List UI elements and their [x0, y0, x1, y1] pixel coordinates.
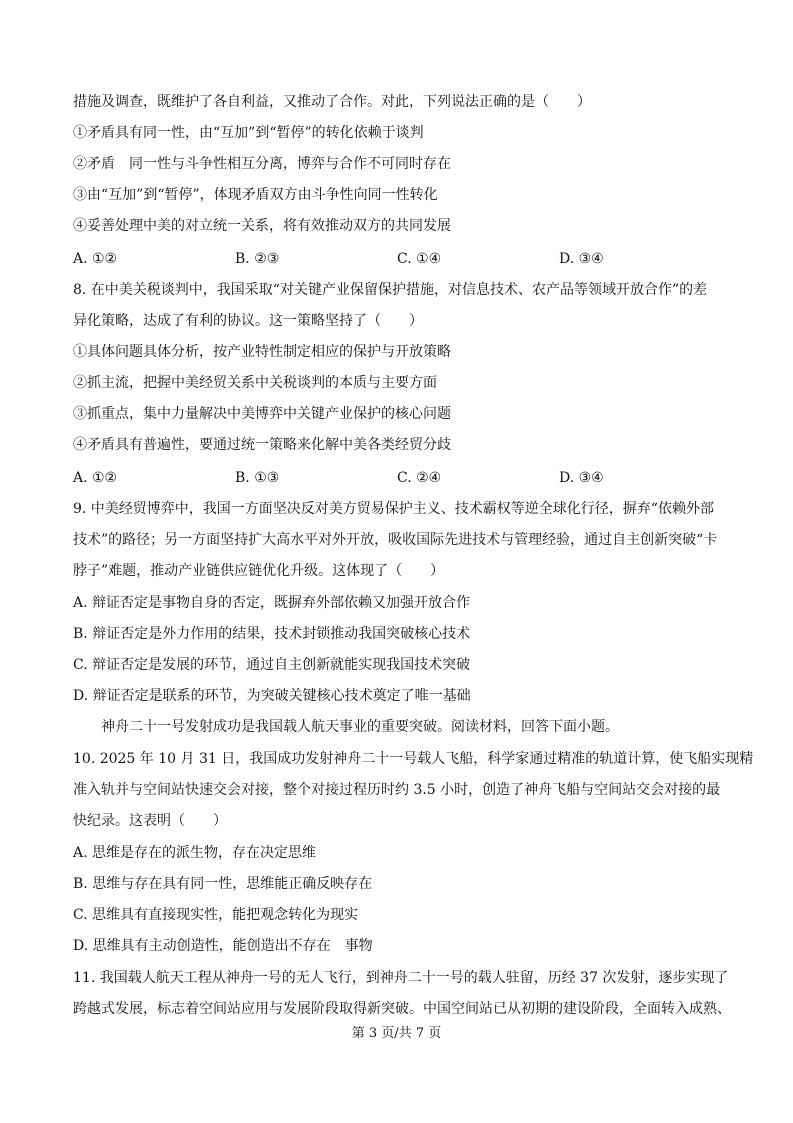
q9-stem-line-3: 脖子”难题，推动产业链供应链优化升级。这体现了（ ）: [73, 563, 445, 579]
q8-item-1: ①具体问题具体分析，按产业特性制定相应的保护与开放策略: [73, 344, 451, 360]
q7-option-d: D. ③④: [559, 251, 604, 267]
q7-item-2: ②矛盾 同一性与斗争性相互分离，博弈与合作不可同时存在: [73, 156, 451, 172]
q7-stem-tail: 措施及调查，既维护了各自利益，又推动了合作。对此，下列说法正确的是（ ）: [73, 94, 591, 110]
q8-item-4: ④矛盾具有普遍性，要通过统一策略来化解中美各类经贸分歧: [73, 437, 451, 453]
q8-option-b: B. ①③: [235, 470, 280, 486]
q9-option-d: D. 辩证否定是联系的环节，为突破关键核心技术奠定了唯一基础: [73, 688, 471, 704]
q7-option-b: B. ②③: [235, 251, 280, 267]
q9-option-b: B. 辩证否定是外力作用的结果，技术封锁推动我国突破核心技术: [73, 626, 471, 642]
q7-item-4: ④妥善处理中美的对立统一关系，将有效推动双方的共同发展: [73, 218, 451, 234]
q8-option-a: A. ①②: [73, 470, 118, 486]
q11-stem-line-1: 11. 我国载人航天工程从神舟一号的无人飞行，到神舟二十一号的载人驻留，历经 37 次发射，逐步实现了: [73, 970, 729, 986]
q8-item-3: ③抓重点，集中力量解决中美博弈中关键产业保护的核心问题: [73, 406, 451, 422]
q8-stem-line-2: 异化策略，达成了有利的协议。这一策略坚持了（ ）: [73, 313, 423, 329]
q8-option-c: C. ②④: [397, 470, 442, 486]
q8-option-d: D. ③④: [559, 470, 604, 486]
q7-options: [73, 250, 723, 268]
q9-option-c: C. 辩证否定是发展的环节，通过自主创新就能实现我国技术突破: [73, 657, 471, 673]
q11-stem-line-2: 跨越式发展，标志着空间站应用与发展阶段取得新突破。中国空间站已从初期的建设阶段，全面转入成熟、: [73, 1001, 731, 1017]
q8-stem-line-1: 8. 在中美关税谈判中，我国采取“对关键产业保留保护措施，对信息技术、农产品等领域开放合作”的差: [73, 282, 708, 298]
q10-option-b: B. 思维与存在具有同一性，思维能正确反映存在: [73, 876, 373, 892]
q10-option-a: A. 思维是存在的派生物，存在决定思维: [73, 845, 317, 861]
q10-option-c: C. 思维具有直接现实性，能把观念转化为现实: [73, 907, 359, 923]
q7-option-c: C. ①④: [397, 251, 442, 267]
q8-options: [73, 469, 723, 487]
page-number-footer: 第 3 页/共 7 页: [351, 1026, 442, 1041]
q10-stem-line-2: 准入轨并与空间站快速交会对接，整个对接过程历时约 3.5 小时，创造了神舟飞船与空间站交会对接的最: [73, 782, 721, 798]
passage-intro: 神舟二十一号发射成功是我国载人航天事业的重要突破。阅读材料，回答下面小题。: [101, 719, 619, 735]
q7-item-1: ①矛盾具有同一性，由“互加”到“暂停”的转化依赖于谈判: [73, 125, 424, 141]
q8-item-2: ②抓主流，把握中美经贸关系中关税谈判的本质与主要方面: [73, 375, 437, 391]
q9-stem-line-2: 技术”的路径；另一方面坚持扩大高水平对外开放，吸收国际先进技术与管理经验，通过自主创新突破“卡: [73, 532, 718, 548]
q10-option-d: D. 思维具有主动创造性，能创造出不存在 事物: [73, 938, 373, 954]
q9-stem-line-1: 9. 中美经贸博弈中，我国一方面坚决反对美方贸易保护主义、技术霸权等逆全球化行径，摒弃“依赖外部: [73, 501, 714, 517]
q7-option-a: A. ①②: [73, 251, 118, 267]
q10-stem-line-1: 10. 2025 年 10 月 31 日，我国成功发射神舟二十一号载人飞船，科学家通过精准的轨道计算，使飞船实现精: [73, 751, 754, 767]
q9-option-a: A. 辩证否定是事物自身的否定，既摒弃外部依赖又加强开放合作: [73, 595, 471, 611]
q7-item-3: ③由“互加”到“暂停”，体现矛盾双方由斗争性向同一性转化: [73, 187, 438, 203]
q10-stem-line-3: 快纪录。这表明（ ）: [73, 813, 227, 829]
